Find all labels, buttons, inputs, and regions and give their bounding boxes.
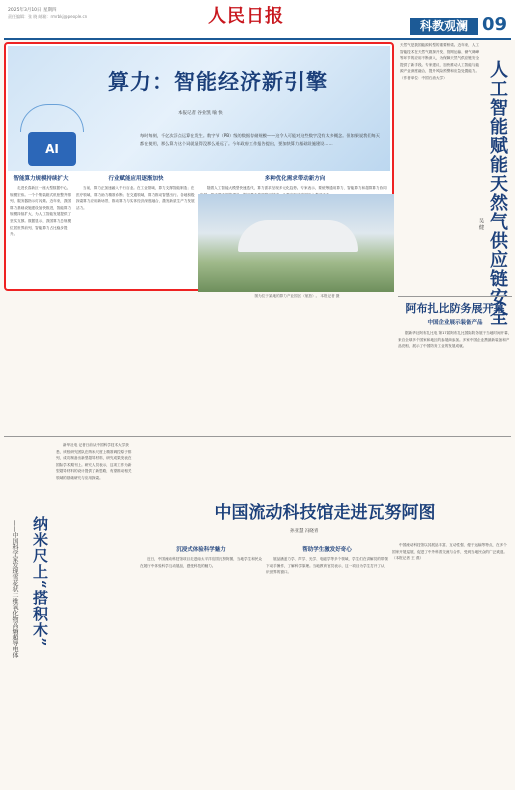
feature-lead: 每时每刻，千亿次浮点运算在发生。数字节（PB）级的数据存储规模——这令人可能对这些数字没有太多概念。但如果说我们每天都在使用，那么算力这个词就显得没那么遥远了。今年政府工作报告提出，要加快算力基础设施建设…… (140, 133, 380, 146)
masthead-rule (4, 38, 511, 40)
museum-title: 中国流动科技馆走进瓦努阿图 (214, 503, 436, 523)
masthead-editor: 责任编辑：张 晓 邮箱：rmrbkj@people.cn (8, 14, 88, 19)
museum-subhead: 帮助学生激发好奇心 (302, 547, 352, 553)
ai-ring-graphic (20, 104, 84, 132)
museum-author: 孙亚慧 冯晓青 (290, 529, 319, 534)
newspaper-logo: 人民日报 (208, 6, 284, 27)
nano-subtitle: ——中国科学家发现雪花状二维氧化物高熵超导电体 (11, 520, 18, 658)
nano-body-column (56, 442, 132, 782)
divider (4, 436, 511, 437)
feature-column (76, 174, 196, 289)
photo-caption: 图为位于某地的算力产业园区（航拍）。 本报记者 摄 (254, 294, 340, 298)
news-brief (398, 300, 512, 450)
museum-column (266, 542, 388, 786)
column-body: 随着人工智能大模型快速迭代，算力需求呈现多元化趋势。专家表示，要统筹通用算力、智能算力和超算算力协同 (207, 186, 387, 190)
nano-body: 新华社电 记者日前从中国科学技术大学获悉，该校研究团队在纳米尺度上精准调控原子排列，成功制备出新型超导材料，研究成果发表在国际学术期刊上。研究人员表示，这项工作为新型超导材料的设计提供了新思路，有望推动相关领域的基础研究与应用探索。 (56, 443, 132, 480)
ai-chip-icon: AI (28, 132, 76, 166)
museum-column (392, 542, 510, 786)
column-heading: 智能算力规模持续扩大 (13, 176, 69, 182)
museum-subhead: 沉浸式体验科学魅力 (176, 547, 226, 553)
sidebar-body: 天然气是我国能源转型的重要桥梁。近年来，人工智能技术在天然气勘探开发、管网运输、储气调峰等环节的应用不断深入，为保障天然气供应链安全提供了新手段。专家建议，加快推动人工智能与能源产业深度融合，提升风险预警和应急处置能力。（作者单位：中国石油大学） (400, 43, 480, 80)
column-body: 当前，算力正加速融入千行百业。在工业领域，算力支撑智能制造；在医疗领域，算力助力精准诊断；在交通领域，算力推动智慧出行。各地积极探索算力应用新场景，推动算力与实体经济深度融合，激发新质生产力发展活力。 (76, 186, 195, 210)
masthead-date: 2025年3月10日 星期四 (8, 8, 57, 13)
column-heading: 多种优化需求带动新方向 (264, 176, 326, 182)
museum-column (140, 542, 262, 786)
brief-title: 阿布扎比防务展开幕 (405, 302, 505, 315)
divider (398, 296, 512, 297)
feature-banner (8, 46, 390, 171)
sidebar-title: 人工智能赋能天然气供应链安全 (487, 60, 508, 326)
feature-photo (198, 194, 394, 292)
column-body: 走进长春新区一座大型数据中心，规模宏伟。一个个集装箱式机柜整齐排列，服务器指示灯闪烁。近年来，我国算力基础设施建设加快推进，智能算力规模持续扩大，为人工智能发展提供了坚实支撑。数据显示，我国算力总规模位居世界前列，智能算力占比稳步提升。 (10, 186, 72, 237)
sidebar-author: 吴 健 (478, 218, 484, 230)
museum-body: 展品涵盖力学、声学、光学、电磁学等多个领域，学生们在讲解员的带领下动手操作，了解科学原理。当地教育官员表示，这一项目为学生打开了认识世界的窗口。 (266, 557, 388, 575)
feature-column (10, 174, 72, 289)
museum-body: 中国流动科技馆以其展品丰富、互动性强、便于运输等特点，在多个国家开展巡展，促进了中外科普交流与合作，受到当地民众的广泛欢迎。（本报记者 王 燕） (392, 543, 507, 561)
brief-body: 据新华社阿布扎比电 第17届阿布扎比国际防务展于当地时间开幕，来自全球多个国家和地区的参展商参加。多家中国企业携最新装备和产品亮相，展示了中国防务工业的发展成就。 (398, 331, 512, 349)
feature-byline: 本报记者 谷业凯 喻 快 (178, 111, 223, 116)
museum-body: 近日，中国流动科技馆项目走进南太平洋岛国瓦努阿图，当地学生和民众在展厅中体验科学互动展品，感受科技的魅力。 (140, 557, 262, 568)
brief-subtitle: 中国企业展示装备产品 (427, 320, 483, 326)
sidebar-article (400, 42, 480, 292)
section-badge: 科教观澜 (410, 18, 478, 35)
feature-title: 算力：智能经济新引擎 (108, 69, 328, 94)
masthead (0, 0, 515, 40)
page-number: 09 (482, 14, 508, 35)
building-roof (238, 220, 358, 252)
column-heading: 行业赋能应用逐渐加快 (108, 176, 164, 182)
nano-title: 纳米尺上“搭积木” (31, 516, 49, 648)
